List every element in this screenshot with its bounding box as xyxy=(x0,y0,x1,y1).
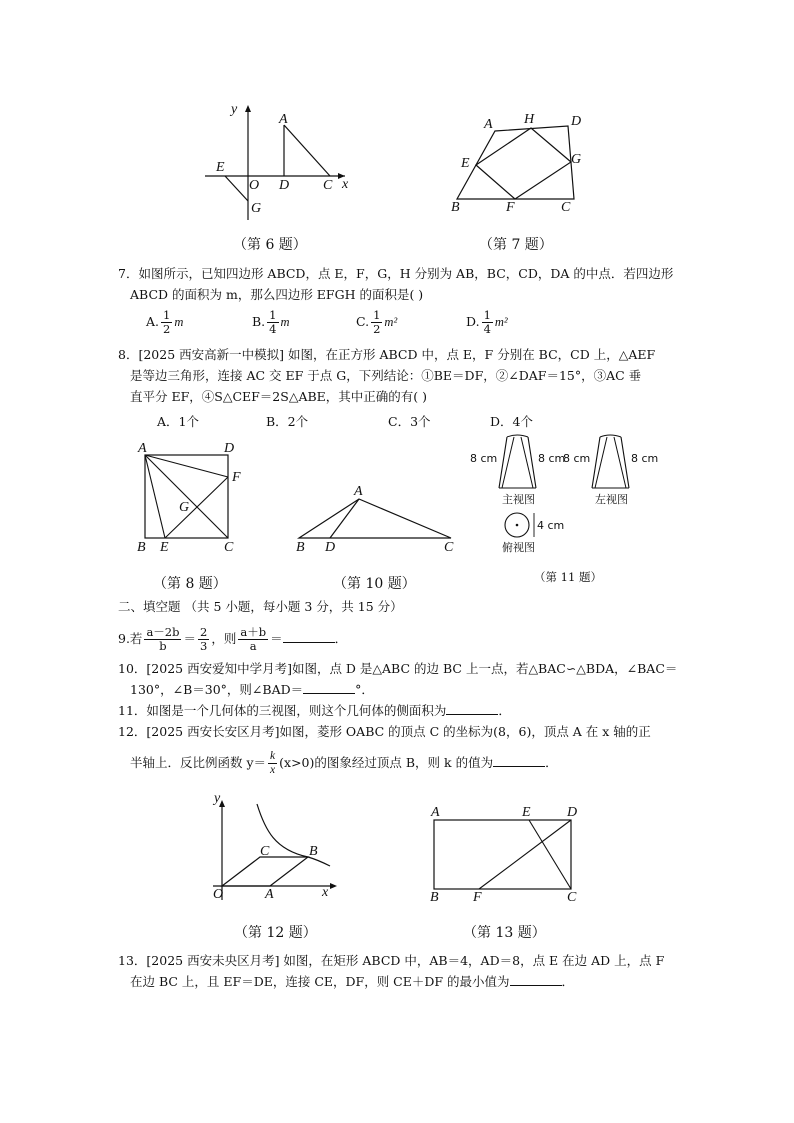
q7-option-a-fraction xyxy=(161,309,172,336)
q9-fraction-1-den: b xyxy=(159,639,167,653)
figure-11-caption: （第 11 题） xyxy=(534,570,602,584)
fig7-label-C: C xyxy=(561,200,571,215)
q13-line2-text: 在边 BC 上，且 EF＝DE，连接 CE，DF，则 CE＋DF 的最小值为 xyxy=(130,974,510,989)
q9-fraction-3 xyxy=(238,626,268,653)
fig6-label-O: O xyxy=(249,178,260,193)
fig6-label-A: A xyxy=(279,112,288,127)
q12-fraction-den: x xyxy=(270,764,276,776)
q9-tail: ＝ xyxy=(270,631,283,646)
q7-option-b-fraction xyxy=(267,309,278,336)
q12-line2-text: 半轴上．反比例函数 y＝ xyxy=(130,755,267,770)
q13-answer-blank[interactable] xyxy=(510,973,562,986)
q7-option-c-num: 1 xyxy=(373,308,381,322)
q13-end: ． xyxy=(561,974,575,989)
q7-option-a-prefix: A. xyxy=(146,314,160,329)
q8-line1: 8．[2025 西安高新一中模拟] 如图，在正方形 ABCD 中，点 E，F 分别在 BC，CD 上，△AEF xyxy=(118,347,656,362)
q9-fraction-3-den: a xyxy=(249,639,257,653)
q7-option-d-fraction xyxy=(482,309,493,336)
q8-line3: 直平分 EF，④S△CEF＝2S△ABE，其中正确的有( ) xyxy=(130,389,428,404)
fig10-label-D: D xyxy=(325,540,336,555)
q8-option-c: C．3个 xyxy=(388,414,431,429)
fig11-top-dim: 4 cm xyxy=(537,519,565,532)
q9-fraction-2 xyxy=(198,626,209,653)
q7-option-c xyxy=(356,309,397,336)
fig11-front-dim-left: 8 cm xyxy=(470,452,498,465)
q7-option-b-var: m xyxy=(280,315,290,329)
q9-fraction-1 xyxy=(144,626,181,653)
q9-answer-blank[interactable] xyxy=(283,630,335,643)
fig12-label-y: y xyxy=(214,791,221,806)
q7-line1: 7．如图所示，已知四边形 ABCD，点 E，F，G，H 分别为 AB，BC，CD，DA 的中点．若四边形 xyxy=(118,266,674,281)
q9-mid: ，则 xyxy=(211,631,237,646)
fig6-label-C: C xyxy=(323,178,333,193)
fig13-label-E: E xyxy=(522,805,531,820)
fig8-label-E: E xyxy=(160,540,169,555)
q7-option-c-den: 2 xyxy=(373,322,381,336)
q12-line2-tail: (x>0)的图象经过顶点 B，则 k 的值为 xyxy=(279,755,494,770)
figure-7 xyxy=(440,108,590,218)
q7-option-a-num: 1 xyxy=(163,308,171,322)
q13-line1: 13．[2025 西安未央区月考] 如图，在矩形 ABCD 中，AB＝4，AD＝8，点 E 在边 AD 上，点 F xyxy=(118,953,665,968)
q9-fraction-2-num: 2 xyxy=(200,625,208,639)
fig10-label-B: B xyxy=(296,540,305,555)
fig6-label-y: y xyxy=(231,102,238,117)
figure-13-drawing xyxy=(425,800,585,910)
q8-option-b: B．2个 xyxy=(266,414,309,429)
figure-10-drawing xyxy=(290,485,460,560)
figure-12-caption: （第 12 题） xyxy=(234,925,317,941)
q7-option-c-var: m² xyxy=(384,315,398,329)
q12-end: ． xyxy=(545,755,558,770)
q7-option-b xyxy=(252,309,290,336)
fig12-label-x: x xyxy=(322,885,329,900)
fig6-label-x: x xyxy=(342,177,349,192)
q7-line2: ABCD 的面积为 m，那么四边形 EFGH 的面积是( ) xyxy=(130,287,424,302)
figure-12-drawing xyxy=(205,790,350,910)
q10-line2-text: 130°，∠B＝30°，则∠BAD＝ xyxy=(130,682,304,697)
q7-option-a xyxy=(146,309,183,336)
figure-10-caption: （第 10 题） xyxy=(333,576,416,592)
q7-option-d-prefix: D. xyxy=(466,314,480,329)
fig11-left-dim-right: 8 cm xyxy=(631,452,659,465)
fig7-label-H: H xyxy=(524,112,535,127)
fig8-label-F: F xyxy=(232,470,241,485)
figure-8-caption: （第 8 题） xyxy=(153,576,227,592)
q12-fraction xyxy=(268,750,277,777)
q7-option-b-prefix: B. xyxy=(252,314,266,329)
q10-answer-blank[interactable] xyxy=(303,681,355,694)
q12-line2 xyxy=(130,748,558,778)
fig12-label-O: O xyxy=(213,887,224,902)
figure-10 xyxy=(290,485,460,560)
section-2-heading: 二、填空题 （共 5 小题，每小题 3 分，共 15 分） xyxy=(118,599,403,614)
q13-line2 xyxy=(130,973,574,991)
q11-end: ． xyxy=(498,703,511,718)
q7-option-b-den: 4 xyxy=(269,322,277,336)
figure-7-caption: （第 7 题） xyxy=(479,237,553,253)
figure-12 xyxy=(205,790,350,910)
figure-6 xyxy=(195,95,365,225)
fig8-label-C: C xyxy=(224,540,234,555)
fig7-label-A: A xyxy=(484,117,493,132)
fig6-label-G: G xyxy=(251,201,262,216)
fig11-left-dim-left: 8 cm xyxy=(563,452,591,465)
fig7-label-B: B xyxy=(451,200,460,215)
q10-line2-end: °． xyxy=(355,682,374,697)
fig8-label-D: D xyxy=(224,441,235,456)
q7-option-d xyxy=(466,309,508,336)
q10-line2 xyxy=(130,681,374,699)
figure-11-drawing xyxy=(470,430,670,560)
q7-option-a-den: 2 xyxy=(163,322,171,336)
q8-line2: 是等边三角形，连接 AC 交 EF 于点 G，下列结论：①BE＝DF，②∠DAF＝15°，③AC 垂 xyxy=(130,368,642,383)
q10-line1: 10．[2025 西安爱知中学月考]如图，点 D 是△ABC 的边 BC 上一点，若△BAC∽△BDA，∠BAC＝ xyxy=(118,661,678,676)
figure-8 xyxy=(130,438,250,558)
q7-option-d-den: 4 xyxy=(483,322,491,336)
q7-option-a-var: m xyxy=(174,315,184,329)
fig11-left-view-label: 左视图 xyxy=(595,493,628,506)
fig7-label-E: E xyxy=(461,156,470,171)
q11-answer-blank[interactable] xyxy=(446,702,498,715)
q9-fraction-3-num: a＋b xyxy=(240,625,267,639)
q11 xyxy=(118,702,511,720)
fig12-label-A: A xyxy=(265,887,274,902)
q7-option-d-num: 1 xyxy=(483,308,491,322)
q12-fraction-num: k xyxy=(270,750,276,762)
q9-prefix: 9.若 xyxy=(118,631,143,646)
fig8-label-B: B xyxy=(137,540,146,555)
fig6-label-E: E xyxy=(216,160,225,175)
fig10-label-C: C xyxy=(444,540,454,555)
figure-13-caption: （第 13 题） xyxy=(463,925,546,941)
q8-option-a: A．1个 xyxy=(157,414,199,429)
q9-fraction-2-den: 3 xyxy=(200,639,208,653)
fig7-label-D: D xyxy=(571,114,582,129)
fig13-label-C: C xyxy=(567,890,577,905)
fig12-label-B: B xyxy=(309,844,318,859)
q7-option-c-fraction xyxy=(371,309,382,336)
q9-equals: ＝ xyxy=(183,631,196,646)
q8-option-d: D．4个 xyxy=(490,414,533,429)
figure-6-caption: （第 6 题） xyxy=(233,237,307,253)
fig7-label-F: F xyxy=(506,200,515,215)
fig11-front-view-label: 主视图 xyxy=(502,493,535,506)
q9-end: ． xyxy=(334,631,348,646)
q9 xyxy=(118,622,347,656)
q7-option-c-prefix: C. xyxy=(356,314,370,329)
q12-line1: 12．[2025 西安长安区月考]如图，菱形 OABC 的顶点 C 的坐标为(8，6)，顶点 A 在 x 轴的正 xyxy=(118,724,651,739)
fig11-top-view-label: 俯视图 xyxy=(502,541,535,554)
q7-option-b-num: 1 xyxy=(269,308,277,322)
figure-11 xyxy=(470,430,670,560)
figure-13 xyxy=(425,800,585,910)
fig11-front-dim-right: 8 cm xyxy=(538,452,566,465)
fig7-label-G: G xyxy=(571,152,582,167)
q7-option-d-var: m² xyxy=(494,315,508,329)
fig6-label-D: D xyxy=(279,178,290,193)
fig13-label-B: B xyxy=(430,890,439,905)
fig12-label-C: C xyxy=(260,844,270,859)
fig13-label-A: A xyxy=(431,805,440,820)
q9-fraction-1-num: a－2b xyxy=(146,625,180,639)
fig13-label-F: F xyxy=(473,890,482,905)
fig8-label-G: G xyxy=(179,500,190,515)
q11-text: 11．如图是一个几何体的三视图，则这个几何体的侧面积为 xyxy=(118,703,447,718)
fig8-label-A: A xyxy=(138,441,147,456)
fig13-label-D: D xyxy=(567,805,578,820)
fig10-label-A: A xyxy=(354,484,363,499)
q12-answer-blank[interactable] xyxy=(493,754,545,767)
